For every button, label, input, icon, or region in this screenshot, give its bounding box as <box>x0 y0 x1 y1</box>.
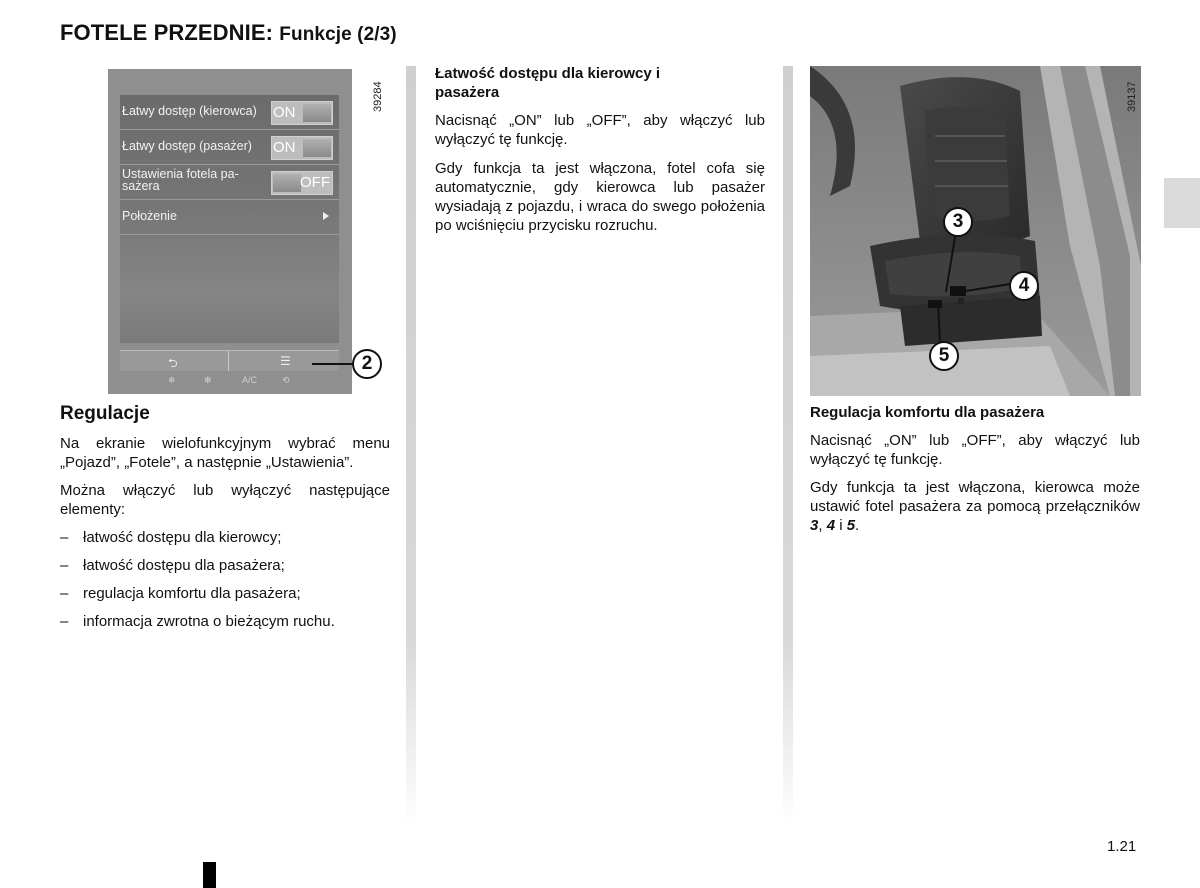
comfort-para-1: Nacisnąć „ON” lub „OFF”, aby włączyć lub wyłączyć tę funkcję. <box>810 432 1140 468</box>
callout-5: 5 <box>929 341 959 371</box>
title-sub: Funkcje (2/3) <box>279 24 397 45</box>
screen-row-passenger-seat-settings <box>120 165 339 200</box>
regulation-heading: Regulacje <box>60 403 150 424</box>
toggle-state: ON <box>273 139 296 156</box>
toggle-state: OFF <box>300 174 330 191</box>
comfort-para-2 <box>810 478 1140 535</box>
easy-access-passenger-toggle <box>271 136 333 160</box>
section-tab-marker <box>1164 178 1200 228</box>
screen-row-label <box>122 168 262 192</box>
column-separator-left <box>406 66 416 826</box>
seat-photo-drawing <box>810 66 1141 396</box>
fan-icon: ✻ <box>204 375 212 385</box>
menu-list-icon: ☰ <box>280 354 291 368</box>
sentence-end: . <box>855 517 860 534</box>
toggle-state: ON <box>273 104 296 121</box>
list-item-text: informacja zwrotna o bieżącym ruchu. <box>83 613 335 630</box>
passenger-seat-settings-toggle <box>271 171 333 195</box>
callout-2: 2 <box>352 349 382 379</box>
callout-3: 3 <box>943 207 973 237</box>
ref-separator: i <box>835 517 847 534</box>
screen-row-easy-access-driver <box>120 95 339 130</box>
list-dash: – <box>60 557 69 574</box>
page-title <box>60 20 397 46</box>
screen-bottom-bar <box>120 350 339 371</box>
screen-row-label: Łatwy dostęp (pasażer) <box>122 139 252 153</box>
list-dash: – <box>60 529 69 546</box>
page-number: 1.21 <box>1107 838 1137 855</box>
list-item <box>60 584 390 603</box>
easy-access-driver-toggle <box>271 101 333 125</box>
screen-image-code: 39284 <box>372 81 384 112</box>
easy-access-heading: Łatwość dostępu dla kierowcy i pasażera <box>435 65 661 101</box>
easy-access-para-1: Nacisnąć „ON” lub „OFF”, aby włączyć lub wyłączyć tę funkcję. <box>435 112 765 148</box>
list-item-text: regulacja komfortu dla pasażera; <box>83 585 301 602</box>
toggle-knob <box>303 139 331 157</box>
callout-4: 4 <box>1009 271 1039 301</box>
list-item <box>60 612 390 631</box>
list-item <box>60 528 390 547</box>
switch-ref-3: 3 <box>810 517 819 534</box>
passenger-seat-photo <box>810 66 1141 396</box>
title-main: FOTELE PRZEDNIE: <box>60 20 274 45</box>
column-separator-right <box>783 66 793 826</box>
ac-label: A/C <box>242 375 258 385</box>
toggle-knob <box>273 174 301 192</box>
list-dash: – <box>60 613 69 630</box>
callout-leader-2 <box>312 363 354 365</box>
toggle-knob <box>303 104 331 122</box>
back-arrow-icon: ⮌ <box>168 356 178 370</box>
photo-image-code: 39137 <box>1126 81 1138 112</box>
list-item-text: łatwość dostępu dla kierowcy; <box>83 529 282 546</box>
chevron-right-icon <box>323 212 329 220</box>
ref-separator: , <box>818 517 827 534</box>
screen-row-label-text: Ustawienia fotela pa- sażera <box>122 167 239 193</box>
switch-ref-4: 4 <box>826 517 836 534</box>
switch-ref-5: 5 <box>846 517 856 534</box>
list-dash: – <box>60 585 69 602</box>
screen-row-label: Położenie <box>122 209 177 223</box>
screen-footer <box>120 372 339 390</box>
comfort-heading: Regulacja komfortu dla pasażera <box>810 404 1045 421</box>
regulation-elements-intro: Można włączyć lub wyłączyć następujące elementy: <box>60 482 390 518</box>
screen-row-easy-access-passenger <box>120 130 339 165</box>
print-marker <box>203 862 216 888</box>
screen-row-label: Łatwy dostęp (kierowca) <box>122 104 257 118</box>
climate-icon: ❄ <box>168 375 176 385</box>
recirculation-icon: ⟲ <box>282 375 290 385</box>
list-item-text: łatwość dostępu dla pasażera; <box>83 557 285 574</box>
easy-access-para-2: Gdy funkcja ta jest włączona, fotel cofa się automatycznie, gdy kierowca lub pasażer wysiadają z pojazdu, i wraca do swego położenia po wciśnięciu przycisku rozruchu. <box>435 160 765 234</box>
list-item <box>60 556 390 575</box>
bar-divider <box>228 351 229 371</box>
comfort-para-2-text: Gdy funkcja ta jest włączona, kierowca może ustawić fotel pasażera za pomocą przełączników <box>810 479 1140 515</box>
regulation-intro: Na ekranie wielofunkcyjnym wybrać menu „Pojazd”, „Fotele”, a następnie „Ustawienia”. <box>60 435 390 471</box>
screen-row-position <box>120 200 339 235</box>
